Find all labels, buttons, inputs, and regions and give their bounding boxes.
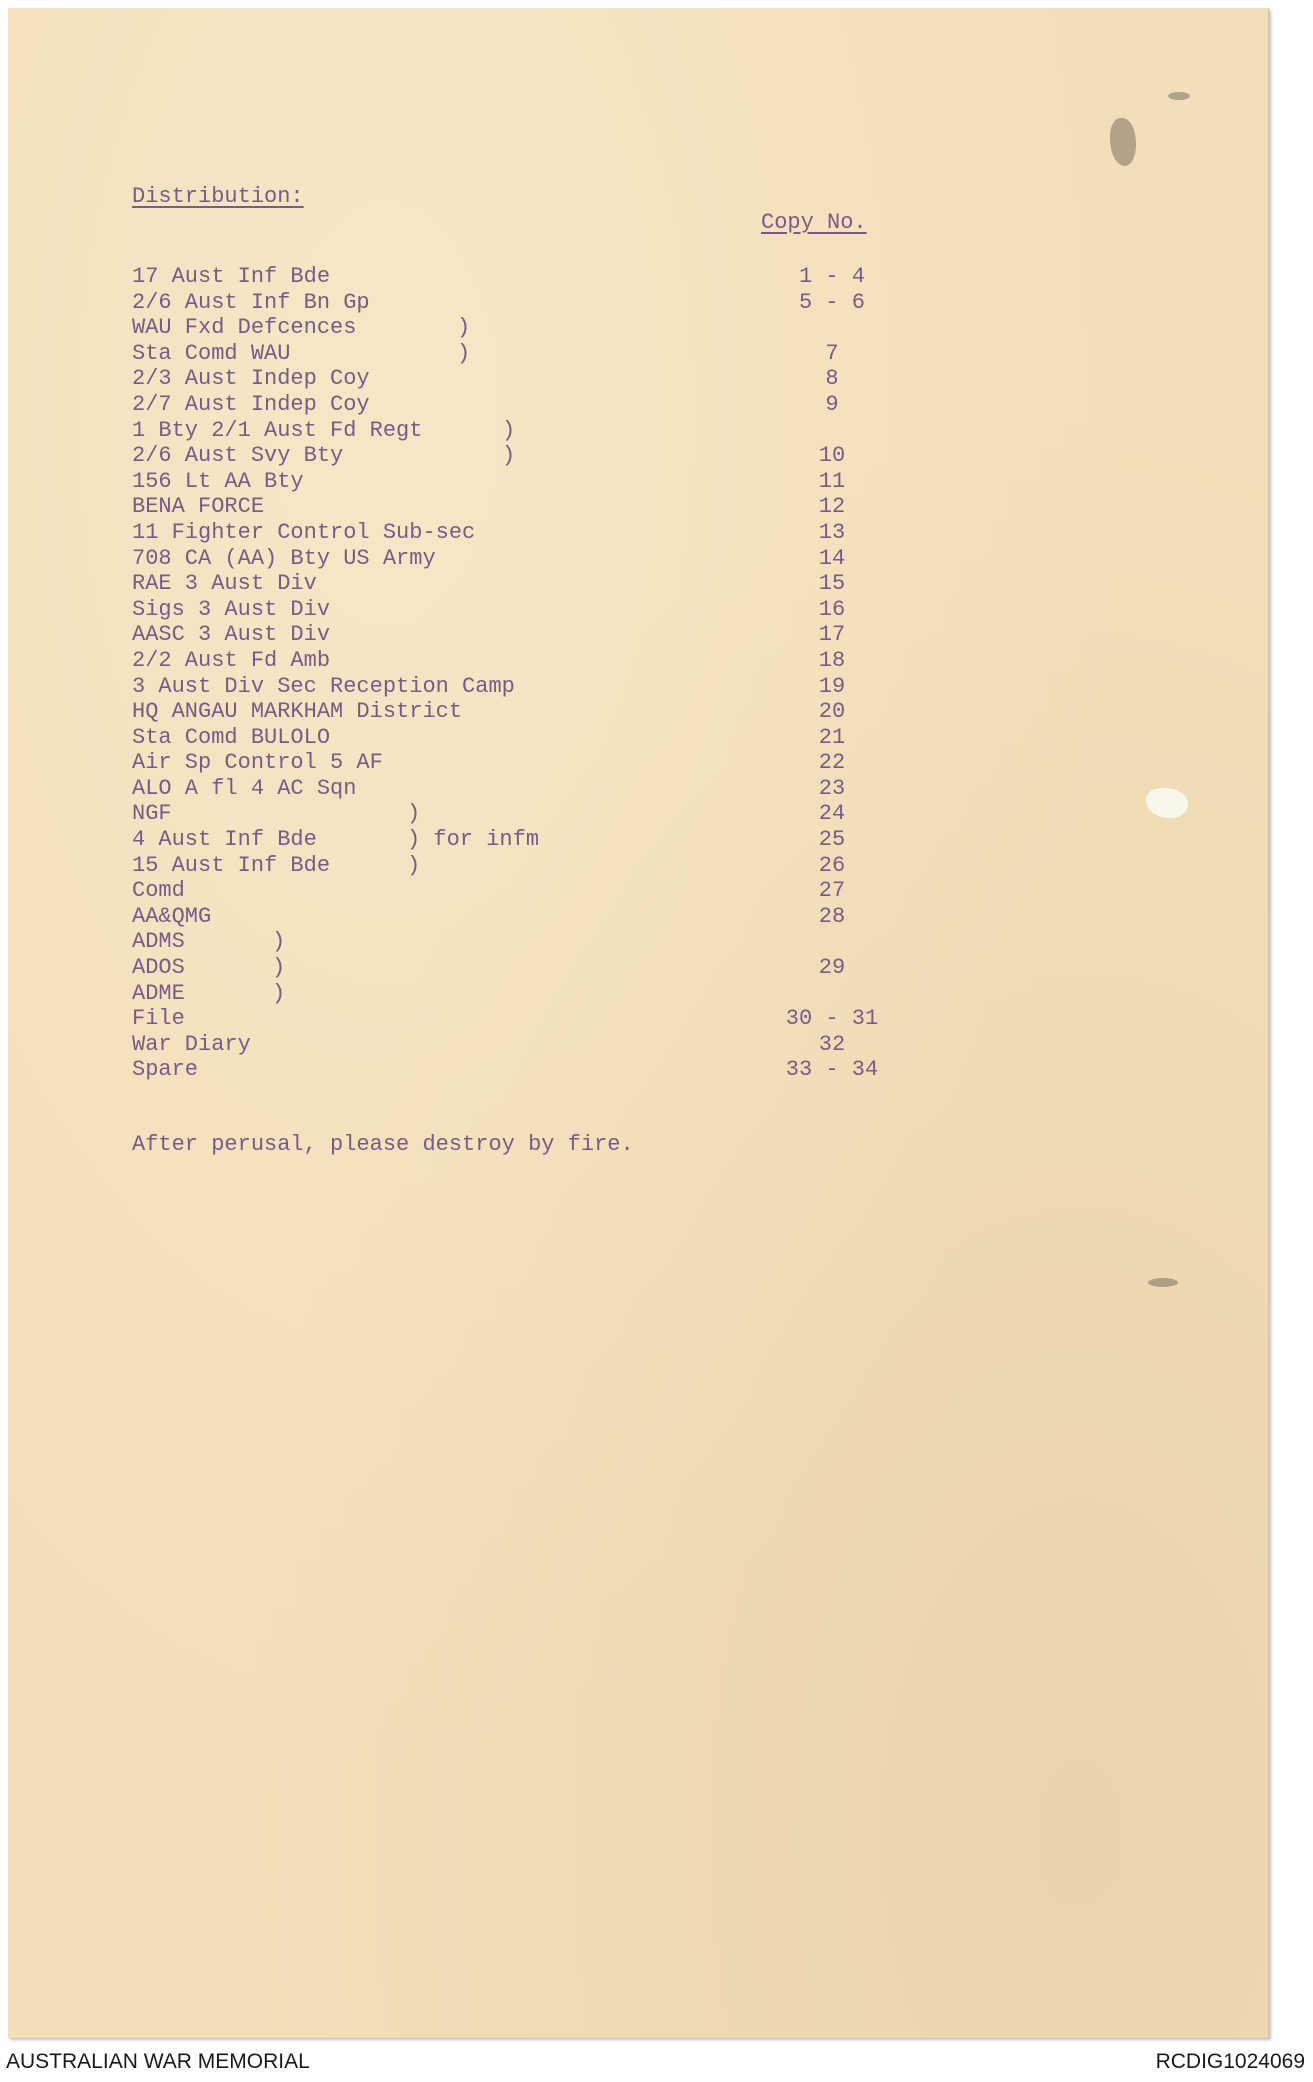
copy-number: 22 [818, 750, 846, 776]
distribution-row [132, 904, 932, 930]
punch-hole-top [1110, 118, 1136, 166]
footer-id: RCDIG1024069 [1155, 2050, 1305, 2073]
unit-name: BENA FORCE [132, 494, 265, 520]
copy-number: 23 [818, 775, 846, 801]
unit-name: 156 Lt AA Bty [132, 468, 304, 494]
copy-number-heading: Copy No. [761, 210, 867, 235]
unit-name: 708 CA (AA) Bty US Army [132, 545, 436, 571]
copy-number: 21 [818, 724, 846, 750]
distribution-row [132, 264, 932, 290]
unit-name: AA&QMG [132, 903, 212, 929]
distribution-row [132, 955, 932, 981]
unit-name: 2/6 Aust Inf Bn Gp [132, 289, 370, 315]
unit-name: 2/6 Aust Svy Bty [132, 443, 344, 469]
footer-source: AUSTRALIAN WAR MEMORIAL [6, 2050, 310, 2073]
distribution-row [132, 750, 932, 776]
unit-name: HQ ANGAU MARKHAM District [132, 699, 463, 725]
distribution-row [132, 674, 932, 700]
distribution-row [132, 520, 932, 546]
copy-number: 18 [818, 647, 846, 673]
closing-note: After perusal, please destroy by fire. [132, 1132, 634, 1157]
unit-name: 2/7 Aust Indep Coy [132, 391, 370, 417]
distribution-row [132, 571, 932, 597]
grouping-bracket: ) [457, 340, 471, 366]
copy-number: 10 [818, 443, 846, 469]
distribution-row [132, 699, 932, 725]
unit-name: WAU Fxd Defcences [132, 315, 357, 341]
unit-name: 1 Bty 2/1 Aust Fd Regt [132, 417, 423, 443]
grouping-bracket: ) [457, 315, 471, 341]
unit-name: 17 Aust Inf Bde [132, 264, 331, 289]
document-page [8, 8, 1269, 2038]
distribution-row [132, 1006, 932, 1032]
unit-name: File [132, 1006, 185, 1032]
copy-number: 12 [818, 494, 846, 520]
unit-name: RAE 3 Aust Div [132, 571, 317, 597]
distribution-row [132, 494, 932, 520]
distribution-row [132, 418, 932, 444]
distribution-row [132, 853, 932, 879]
copy-number: 8 [825, 366, 839, 392]
grouping-bracket: ) [502, 443, 516, 469]
unit-name: Spare [132, 1057, 199, 1083]
distribution-row [132, 290, 932, 316]
copy-number: 27 [818, 878, 846, 904]
unit-name: ALO A fl 4 AC Sqn [132, 775, 357, 801]
unit-name: War Diary [132, 1031, 251, 1057]
unit-name: Sta Comd BULOLO [132, 724, 331, 750]
unit-name: 4 Aust Inf Bde [132, 827, 317, 853]
distribution-row [132, 469, 932, 495]
unit-name: Sta Comd WAU [132, 340, 291, 366]
copy-number: 11 [818, 468, 846, 494]
distribution-row [132, 597, 932, 623]
distribution-row [132, 801, 932, 827]
paper-mark [1168, 92, 1190, 100]
grouping-bracket: ) [407, 852, 421, 878]
distribution-row [132, 878, 932, 904]
unit-name: ADME [132, 980, 185, 1006]
copy-number: 7 [825, 340, 839, 366]
grouping-bracket: ) [272, 955, 286, 981]
copy-number: 25 [818, 827, 846, 853]
distribution-row [132, 443, 932, 469]
copy-number: 13 [818, 519, 846, 545]
unit-name: Sigs 3 Aust Div [132, 596, 331, 622]
grouping-bracket: ) [407, 801, 421, 827]
unit-name: Comd [132, 878, 185, 904]
copy-number: 15 [818, 571, 846, 597]
grouping-bracket: ) [502, 417, 516, 443]
grouping-bracket: ) [272, 980, 286, 1006]
unit-name: Air Sp Control 5 AF [132, 750, 383, 776]
grouping-bracket: ) [272, 929, 286, 955]
copy-number: 1 - 4 [798, 264, 865, 289]
copy-number: 5 - 6 [798, 289, 865, 315]
distribution-row [132, 1032, 932, 1058]
distribution-row [132, 315, 932, 341]
unit-name: ADMS [132, 929, 185, 955]
copy-number: 24 [818, 801, 846, 827]
distribution-row [132, 341, 932, 367]
distribution-row [132, 929, 932, 955]
punch-hole-middle [1146, 788, 1188, 818]
unit-name: AASC 3 Aust Div [132, 622, 331, 648]
distribution-row [132, 366, 932, 392]
copy-number: 30 - 31 [785, 1006, 879, 1032]
distribution-row [132, 725, 932, 751]
distribution-row [132, 776, 932, 802]
copy-number: 9 [825, 391, 839, 417]
copy-number: 19 [818, 673, 846, 699]
distribution-row [132, 827, 932, 853]
copy-number: 17 [818, 622, 846, 648]
unit-name: ADOS [132, 955, 185, 981]
copy-number: 28 [818, 903, 846, 929]
distribution-row [132, 1057, 932, 1083]
copy-number: 26 [818, 852, 846, 878]
unit-name: 2/3 Aust Indep Coy [132, 366, 370, 392]
copy-number: 32 [818, 1031, 846, 1057]
distribution-row [132, 392, 932, 418]
copy-number: 20 [818, 699, 846, 725]
unit-name: 3 Aust Div Sec Reception Camp [132, 673, 515, 699]
paper-mark [1148, 1278, 1178, 1287]
distribution-heading: Distribution: [132, 184, 304, 209]
copy-number: 33 - 34 [785, 1057, 879, 1083]
copy-number: 29 [818, 955, 846, 981]
unit-name: 15 Aust Inf Bde [132, 852, 331, 878]
distribution-row [132, 622, 932, 648]
distribution-row [132, 546, 932, 572]
copy-number: 16 [818, 596, 846, 622]
distribution-row [132, 648, 932, 674]
copy-number: 14 [818, 545, 846, 571]
unit-name: 2/2 Aust Fd Amb [132, 647, 331, 673]
unit-name: 11 Fighter Control Sub-sec [132, 519, 476, 545]
unit-name: NGF [132, 801, 172, 827]
distribution-list [132, 264, 932, 1083]
distribution-row [132, 981, 932, 1007]
grouping-bracket: ) for infm [407, 827, 540, 853]
